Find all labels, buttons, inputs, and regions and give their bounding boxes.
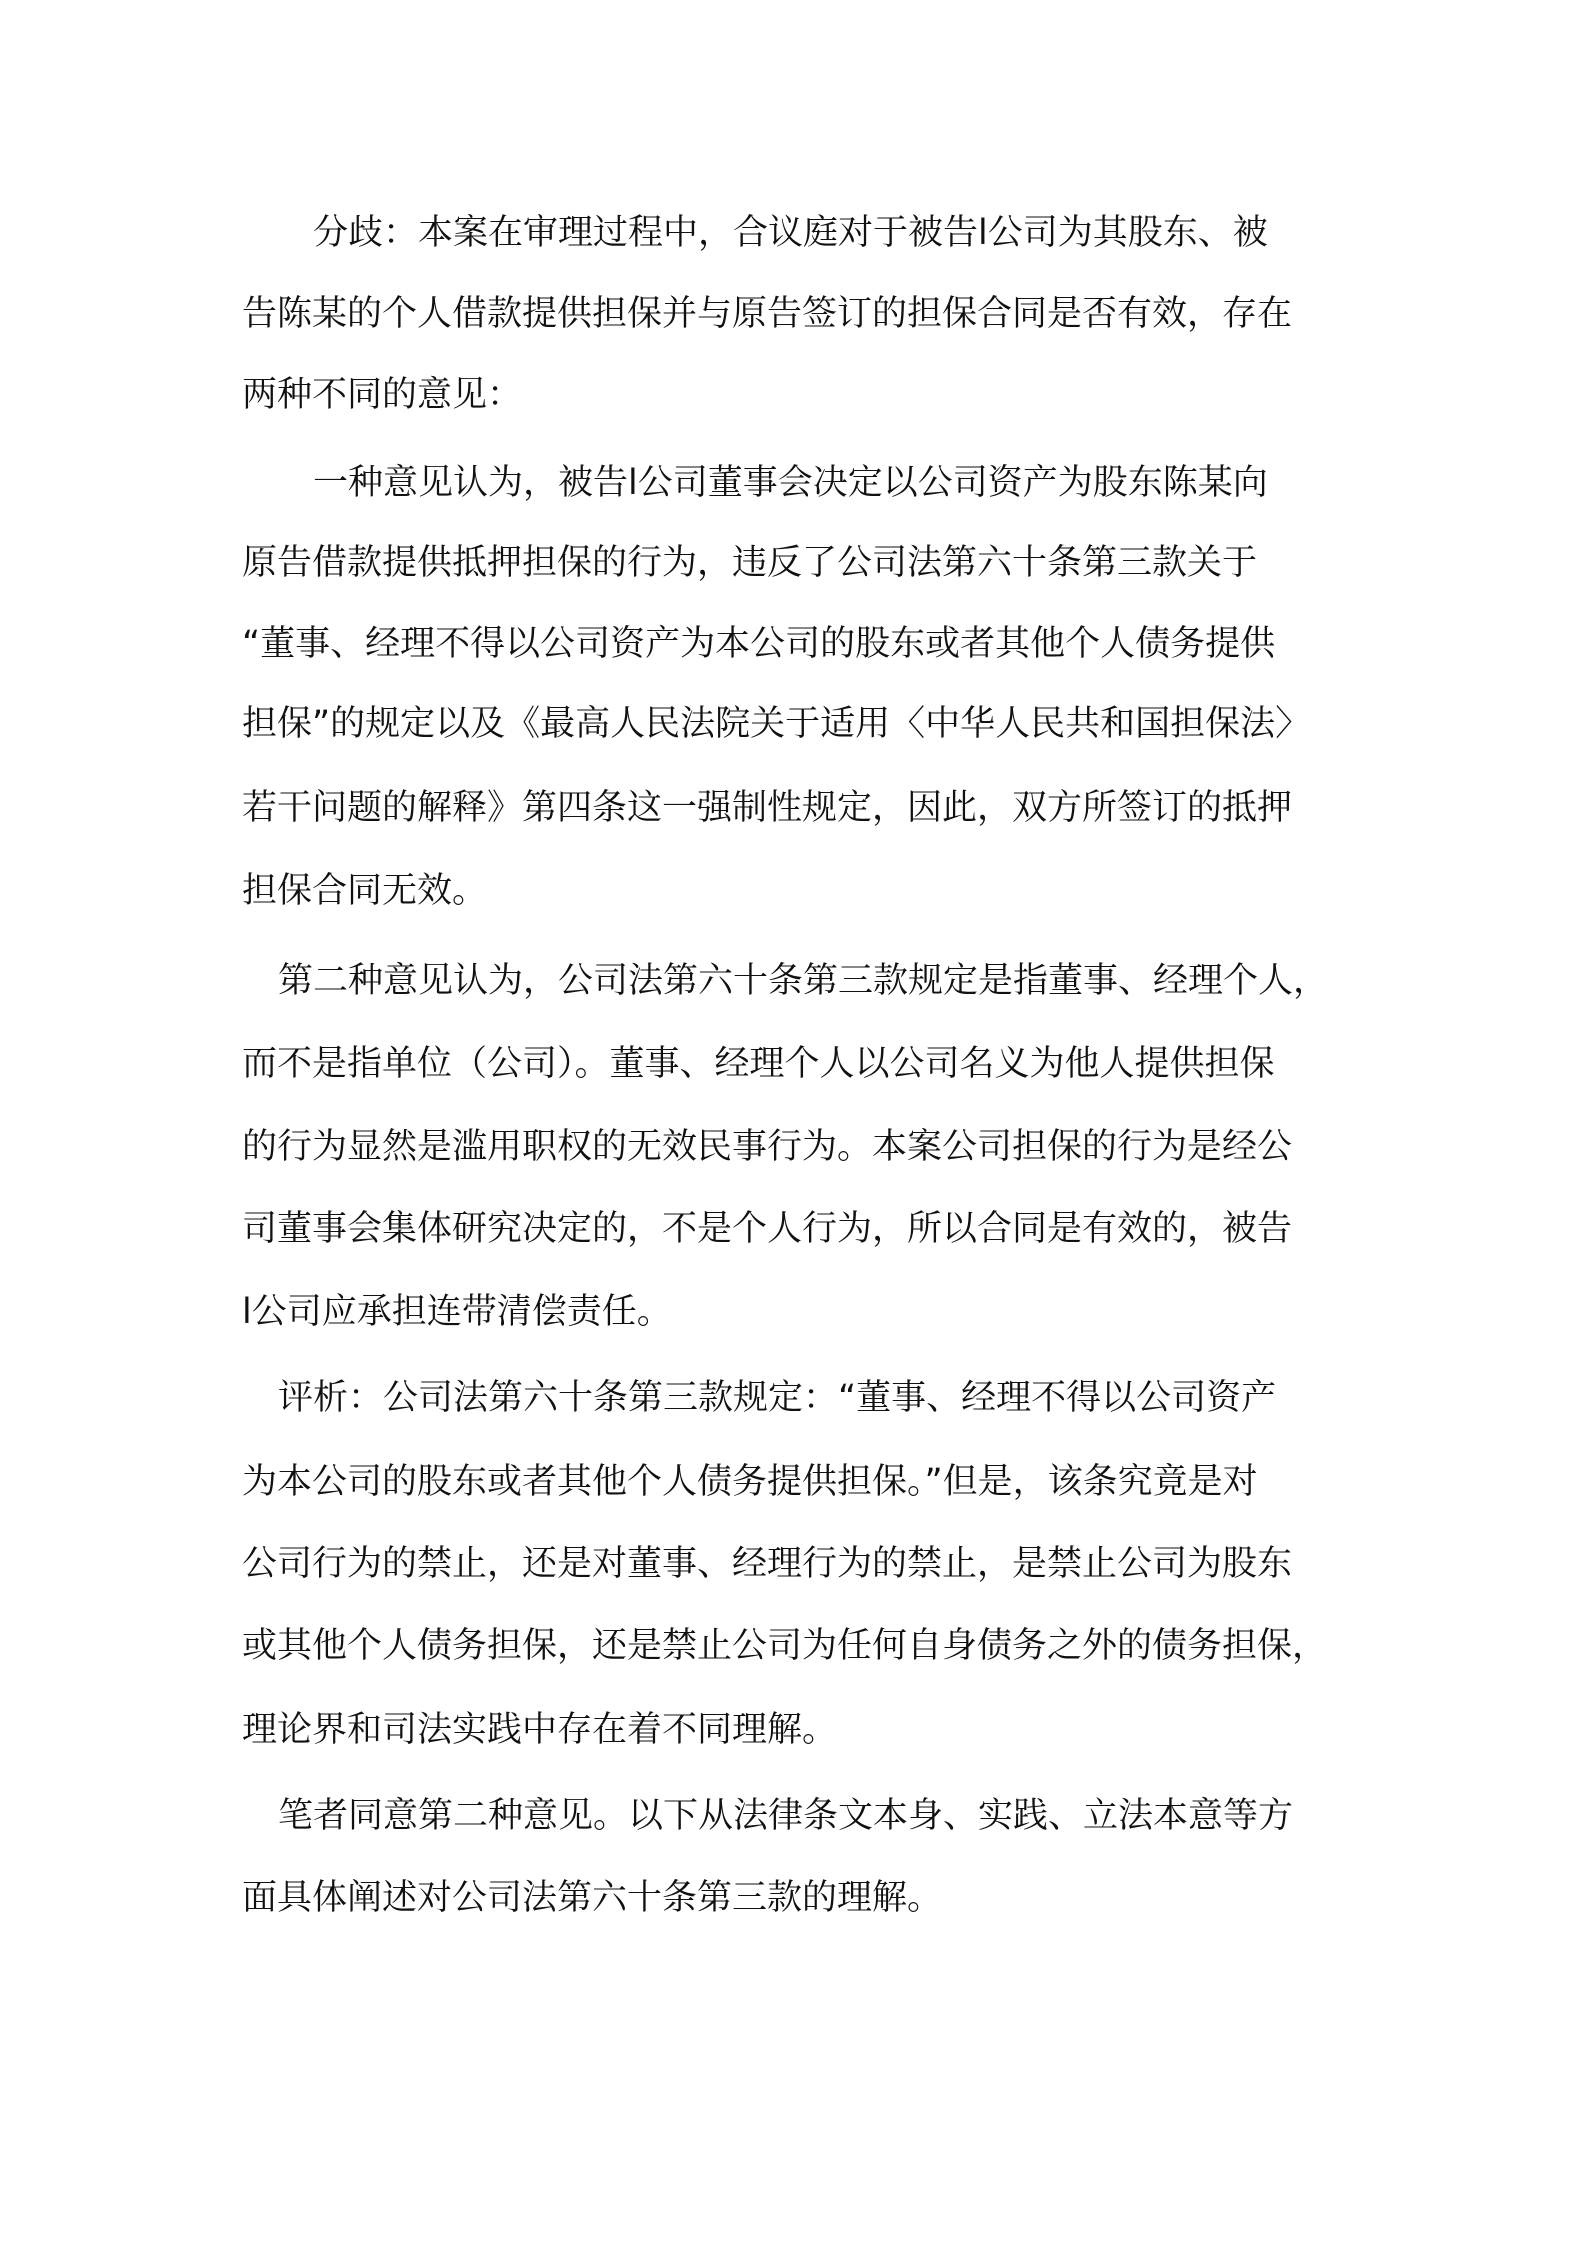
paragraph-line: 公司行为的禁止，还是对董事、经理行为的禁止，是禁止公司为股东 (242, 1544, 1293, 1584)
paragraph-line: 两种不同的意见： (242, 375, 523, 415)
paragraph-line: 而不是指单位（公司）。董事、经理个人以公司名义为他人提供担保 (242, 1044, 1275, 1084)
paragraph-line: 告陈某的个人借款提供担保并与原告签订的担保合同是否有效，存在 (242, 294, 1293, 334)
paragraph-line: 或其他个人债务担保，还是禁止公司为任何自身债务之外的债务担保， (242, 1626, 1328, 1666)
paragraph-line: 面具体阐述对公司法第六十条第三款的理解。 (242, 1878, 943, 1918)
paragraph-line: 第二种意见认为，公司法第六十条第三款规定是指董事、经理个人， (278, 961, 1329, 1001)
paragraph-line: 原告借款提供抵押担保的行为，违反了公司法第六十条第三款关于 (242, 543, 1258, 583)
paragraph-line: “董事、经理不得以公司资产为本公司的股东或者其他个人债务提供 (242, 624, 1276, 664)
paragraph-line: 为本公司的股东或者其他个人债务提供担保。”但是，该条究竟是对 (242, 1462, 1258, 1502)
paragraph-line: 若干问题的解释》第四条这一强制性规定，因此，双方所签订的抵押 (242, 788, 1293, 828)
paragraph-line: l公司应承担连带清偿责任。 (242, 1292, 672, 1332)
paragraph-line: 一种意见认为，被告l公司董事会决定以公司资产为股东陈某向 (313, 463, 1268, 503)
paragraph-line: 担保合同无效。 (242, 871, 488, 911)
paragraph-line: 的行为显然是滥用职权的无效民事行为。本案公司担保的行为是经公 (242, 1127, 1293, 1167)
paragraph-line: 司董事会集体研究决定的，不是个人行为，所以合同是有效的，被告 (242, 1209, 1293, 1249)
paragraph-line: 担保”的规定以及《最高人民法院关于适用〈中华人民共和国担保法〉 (242, 704, 1311, 744)
paragraph-line: 评析：公司法第六十条第三款规定：“董事、经理不得以公司资产 (278, 1378, 1277, 1418)
paragraph-line: 理论界和司法实践中存在着不同理解。 (242, 1710, 838, 1750)
paragraph-line: 笔者同意第二种意见。以下从法律条文本身、实践、立法本意等方 (278, 1796, 1294, 1836)
paragraph-line: 分歧：本案在审理过程中，合议庭对于被告l公司为其股东、被 (313, 213, 1268, 253)
